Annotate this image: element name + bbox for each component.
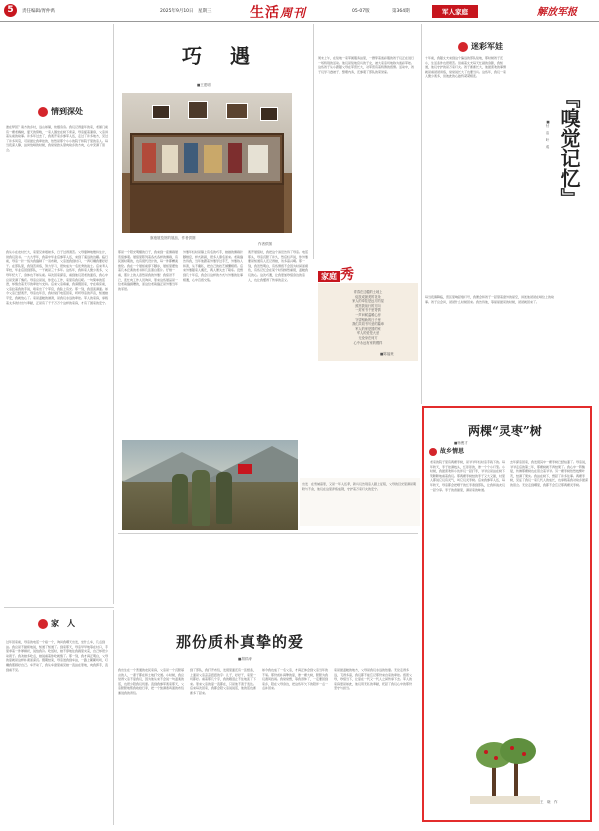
masthead-logo: 解放军报 — [537, 7, 577, 18]
lingzao-author: ■杨俊才 — [454, 441, 468, 445]
photo-frame-2 — [188, 101, 208, 119]
jujube-fruit-2 — [494, 756, 498, 760]
soldier-photo — [122, 440, 298, 530]
issue-pages: 05-07版 — [352, 9, 370, 14]
jiating-xiu-author: ■陈福贵 — [380, 352, 394, 356]
editor-label: 责任编辑/胥仲禹 — [22, 9, 56, 14]
book-4 — [204, 145, 222, 173]
jujube-fruit-3 — [510, 746, 514, 750]
section-dot-icon — [38, 107, 48, 117]
page-number-badge: 5 — [4, 4, 17, 17]
soldier-figure-1 — [172, 474, 188, 524]
book-5 — [228, 143, 242, 173]
book-3 — [184, 143, 198, 173]
photo-frame-1 — [152, 105, 170, 119]
soldier-figure-2 — [192, 470, 210, 526]
mimian-heading: 迷彩军娃 — [458, 41, 503, 52]
soldier-photo-caption: 出发 在雪域高原，又是一年入伍季，新兵们告别亲人踏上征程，父母的目光里满是期盼与不舍，他们在这里淬炼成钢，守护着万家灯火的安宁。 — [302, 482, 417, 491]
photo-frame-3 — [226, 103, 248, 119]
mimian-body-col3: 每当夜幕降临，营区里响起熄灯号，我便会和孩子一起望着窗外的星空，讲述他爸爸在哨位上的故事。孩子总会问，爸爸什么时候回来。我告诉他，等星星最亮的时候，爸爸就回来了。 — [425, 295, 555, 304]
qiaoyu-photo — [122, 93, 292, 233]
flag-shape — [238, 464, 252, 474]
qiaoyu-body-col1: 那是一个阳光明媚的日子，我来到一座旗袍展览馆参观。展馆里陈列着各式各样的旗袍，有民国时期的，也有现代设计的，每一件都精美绝伦。我在一个展柜前停下脚步，展柜里摆放着几本泛黄的老书和几张黑白照片。仔细一看，照片上的人竟然是我的外婆！我惊讶不已，连忙向工作人员询问，原来这些展品是一位老裁缝捐赠的，而这位老裁缝正是外婆当年的邻居。 — [118, 250, 179, 291]
qiaoyu-author: ■王建明 — [197, 83, 211, 87]
right-column-divider — [421, 24, 422, 404]
soldier-figure-3 — [216, 472, 232, 524]
header-divider — [0, 21, 599, 22]
ground-wash — [470, 796, 540, 804]
lingzao-title: 两棵“灵枣”树 — [468, 424, 542, 438]
nafen-author: ■胡祥涛 — [238, 657, 252, 661]
nafen-title: 那份质朴真挚的爱 — [176, 633, 305, 651]
left-column-divider — [113, 24, 114, 604]
jiaren-top-divider — [4, 607, 114, 608]
bottom-left-divider — [113, 610, 114, 825]
jiaren-body: 过年回家前，母亲的电话一个接一个，询问我哪天出发，坐什么车，几点到站。我总是不耐烦地说，知道了知道了。到家那天，母亲早早地等在村口，手里拿着一件厚棉袄，说怕我冷。吃饭时，她不停地往我碗里夹菜，自己却很少动筷子。我劝她多吃点，她说看着你吃就饱了。那一刻，我才真正明白，父母的爱就是这样朴素而深沉。假期结束，母亲送我到车站，一路上絮絮叨叨，叮嘱我照顾好自己。车开动了，我从车窗里看见她一直站在原地，向我挥手，直到看不见。 — [6, 640, 109, 672]
nafen-body-col2: 到了部队，我打开布包，发现里面还有一张纸条，上面是父亲歪歪扭扭的字：儿子，好好干，家里一切都好。看着那几个字，我的眼泪止不住地流了下来。原来父亲的爱一直都在，只是他不善于表达。后来每次回家，我都会陪父亲说说话，他的话也渐渐多了起来。 — [190, 668, 257, 695]
section-dot-icon — [38, 619, 48, 629]
column-badge: 军人家庭 — [432, 5, 478, 18]
section-title-main: 生活 — [250, 5, 280, 21]
jiating-xiu-title-a: 家庭 — [318, 271, 340, 282]
issue-number: 第364期 — [392, 9, 410, 14]
jiating-xiu-poem: 青春在边疆的土地上 绽放成最美的花朵 家人的牵挂是远方的星 照亮我前行的方向 一封家书千里寄情 一声问候温暖心房 守望相助的日子里 我们共同书写爱的篇章 军人的家是国的家 军人的爱是大爱 无论身在何方 心中永远有家的模样 — [352, 290, 384, 345]
jiating-xiu-heading — [318, 264, 358, 283]
mimian-body-col1: 周末上午，在驻地一家军属服务站里，一群穿着迷彩服的孩子们正在进行一场特别的活动。他们是驻地官兵的子女，被大家亲切地称为迷彩军娃。这些孩子从小跟随父母在军营长大，对军营有着特殊的感情。活动中，孩子们学习叠被子、整理内务，还参观了部队的荣誉室。 — [318, 56, 415, 74]
section-title — [250, 2, 306, 22]
mid-column-divider — [313, 24, 314, 259]
photo-frame-4 — [260, 107, 278, 121]
case-base — [130, 185, 284, 233]
qiaoyu-body-col2: 外婆年轻时是镇上有名的巧手，她做的旗袍针脚细密，样式新颖，很多人慕名而来。老裁缝告诉我，当年他跟着外婆学过手艺，外婆待人和善，从不藏私，把自己的技艺倾囊相授。后来外婆随家人搬迁，两人便失去了联系。没想到几十年后，我会以这样的方式与外婆的往事相遇，心中百感交集。 — [183, 250, 244, 282]
jiating-bottom-divider — [118, 533, 418, 534]
section-dot-icon — [429, 448, 437, 456]
qiaoyu-title: 巧 遇 — [182, 44, 254, 68]
gushi-heading: 故乡情思 — [429, 446, 464, 456]
qinghuai-heading: 情到深处 — [38, 106, 83, 117]
qiaoyu-body-col3: 离开展馆时，我把这个消息告诉了母亲。电话那头，母亲沉默了许久，然后轻声说，你外婆要是知道有人还记得她，该多高兴啊。那一刻，我忽然明白，有些情感不会因为时间而褪色，有些记忆会在某个时刻悄然重现，温暖我们的心。这次巧遇，让我更加珍惜身边的亲人，也让我懂得了传承的意义。 — [248, 250, 309, 282]
book-6 — [248, 145, 268, 173]
qinghuai-body-2: 我从小在农村长大，家里兄弟姐妹多，日子过得清苦。父母靠种地维持生计，供我们读书。一九九零年，我高中毕业后参军入伍，来到了遥远的边疆。临行前，母亲一针一线为我缝制了一双布鞋，父亲送我到村口，一再叮嘱我要好好干。在部队里，我刻苦训练，努力学习，很快成为一名优秀的战士。后来考入军校，毕业后回到部队，一干就是三十多年。这些年，我和家人聚少离多，父母年纪大了，身体也不如从前。每次回家探亲，看到他们苍老的面容，我心中总是充满了愧疚。母亲总是说，你安心工作，家里有我们呢。一句简单的话语，却饱含着无尽的牵挂与支持。后来父亲病重，我请假回家，守在病床前，父亲拉着我的手说，咱家出了个军官，我脸上有光。那一刻，我泪流满面。如今父亲已经离开，母亲也年迈，我时常打电话回家，听听母亲的声音，知道她平安，我就放心了。家是温暖的港湾，是我们永远的牵挂。军人的家庭，承载着太多的付出与奉献，正是有了千千万万个这样的家庭，才有了国家的安宁。 — [6, 250, 109, 305]
jujube-fruit-1 — [484, 750, 488, 754]
jujube-fruit-4 — [522, 752, 526, 756]
xiujue-author: ■付 洁 叶 成 — [546, 120, 550, 149]
qinghuai-body: 谁在梦回？南方的乡村，远山如黛，炊烟袅袅。我们记得童年的家，老屋门前有一棵老槐树，夏天的傍晚，一家人围坐在树下乘凉，母亲摇着蒲扇，父亲讲着从前的故事。许多年过去了，我离开家乡参军入伍，走过了许多地方，见过了许多风景，可是最让我牵挂的，依然是那个小小的院子和院子里的亲人。每当夜深人静，站岗放哨的时候，我常常抬头望向故乡的方向，心中充满了思念。 — [6, 125, 109, 152]
book-1 — [142, 143, 156, 173]
nafen-body-col3: 如今我也成了一名父亲，才真正体会到父亲当年的不易。那份质朴真挚的爱，像一棵大树，默默为我们遮风挡雨。我常常想，等我退休了，一定要回到家乡，陪在父母身边，把这些年欠下的陪伴一点一点补回来。 — [262, 668, 329, 691]
xiujue-title: 『嗅觉记忆』 — [557, 88, 581, 208]
mimian-body-col2: 十年前，我随丈夫来到这个偏远的部队驻地，那时候孩子还小，生活条件也很艰苦。但看着丈夫每天忙碌的身影，我知道，他们守护的是万家灯火。孩子渐渐长大，他最喜欢的事情就是看爸爸训练，常常说长大了也要当兵。这些年，我们一家人聚少离多，但彼此的心始终紧紧相连。 — [425, 56, 507, 79]
tree-crown-2 — [500, 738, 536, 764]
photo-caption: 旗袍展览馆的展品，作者供图 — [150, 236, 196, 240]
lingzao-body-col1: 老家的院子里有两棵枣树，是爷爷年轻时亲手栽下的。每年秋天，枣子挂满枝头，红彤彤的，像一个个小灯笼。小时候，我最喜欢和小伙伴们一起打枣，爷爷总是站在树下笑眯眯地看着我们。那两棵枣树结的枣子又大又甜，村里人都说它们有灵气，叫它们灵枣树。后来我参军入伍，每年秋天，母亲都会把晒干的红枣寄到部队，让我和战友们一起分享。枣子的香甜里，满是家的味道。 — [430, 460, 506, 492]
lingzao-body-col2: 去年探亲回家，我发现其中一棵枣树已经枯萎了。母亲说，爷爷走后的第二年，那棵树就不再结果了。我心中一阵酸楚，仿佛那棵树也在思念着爷爷。另一棵枣树依然枝繁叶茂，结满了果实。我站在树下，想起了许多往事。两棵枣树，见证了我们一家几代人的成长，也承载着我对故乡最深的思念。无论走到哪里，我都不会忘记那两棵灵枣树。 — [510, 460, 588, 487]
photo-credit: 作者供图 — [258, 242, 272, 246]
book-2 — [162, 145, 178, 173]
section-dot-icon — [458, 42, 468, 52]
nafen-body-col1: 我出生在一个普通的农民家庭，父亲是一个沉默寡言的人，一辈子都在和土地打交道。小时候，我总觉得父亲不爱我们，因为他从来不会说一句温柔的话，也很少陪我们玩耍。直到我参军离家那天，父亲默默地帮我收拾行李，把一个装满煮鸡蛋的布包塞进我的背包。 — [118, 668, 185, 695]
jiating-xiu-title-b: 秀 — [340, 267, 354, 283]
jujube-painting — [470, 738, 540, 804]
painting-credit: 王 晓 作 — [540, 800, 558, 804]
date-label: 2025年9月10日 星期三 — [160, 9, 212, 14]
nafen-body-col4: 家是最温暖的地方，父母是我们永远的依靠。无论走得多远，飞得多高，我们都不能忘记那份来自家的牵挂。感恩父母，珍惜当下，让爱在一代又一代人之间传承下去。军人的家庭更是如此，他们用无私的奉献，托起了我们心中的那份坚守与担当。 — [334, 668, 413, 691]
section-title-sub: 周刊 — [280, 6, 307, 20]
page-header — [0, 0, 599, 22]
jiaren-heading: 家 人 — [38, 618, 75, 629]
